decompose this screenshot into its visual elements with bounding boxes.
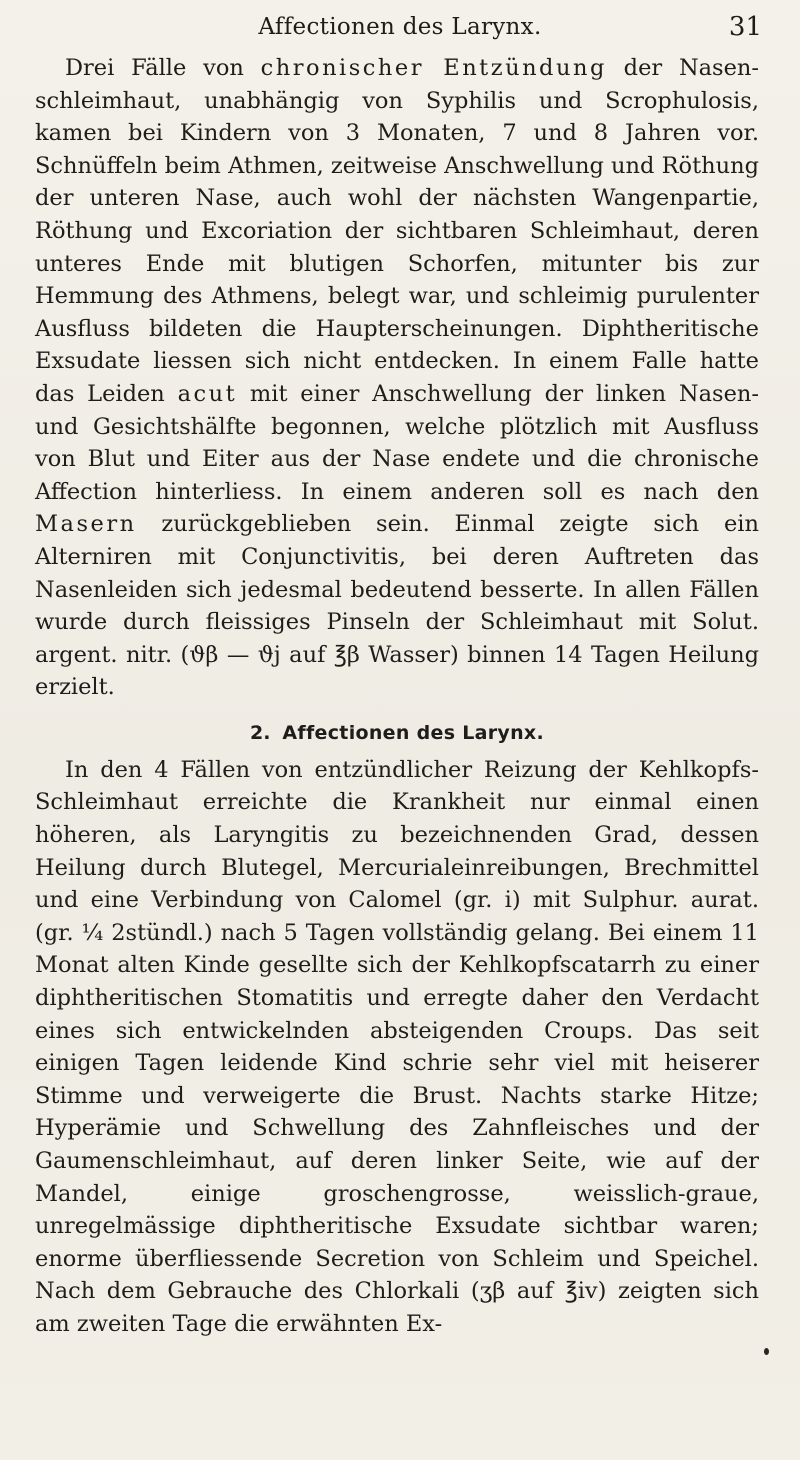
paragraph-nasal-inflammation bbox=[35, 52, 759, 704]
spaced-term-measles: Masern bbox=[35, 511, 137, 538]
spaced-term-acute: acut bbox=[177, 380, 238, 407]
section-number: 2. bbox=[249, 721, 271, 744]
running-head bbox=[0, 10, 800, 50]
paragraph-1-body: der Nasen-schleimhaut, unabhängig von Syphilis und Scrophulosis, kamen bei Kindern von 3 Monaten, 7 und 8 Jahren vor. Schnüffeln beim Athmen, zeitweise Anschwellung und Röthung der unteren Nase, auch wohl der nächsten Wangenpartie, Röthung und Excoriation der sichtbaren Schleimhaut, deren unteres Ende mit blutigen Schorfen, mitunter bis zur Hemmung des Athmens, belegt war, und schleimig purulenter Ausfluss bildeten die Haupterscheinungen. Diphtheritische Exsudate liessen sich nicht entdecken. In einem Falle hatte das Leiden bbox=[35, 55, 759, 407]
body-text bbox=[35, 52, 759, 1341]
ink-speck bbox=[764, 1348, 769, 1355]
paragraph-1-lead: Drei Fälle von bbox=[65, 55, 261, 81]
section-title: Affectionen des Larynx. bbox=[282, 721, 545, 744]
paragraph-1-body-2: mit einer Anschwellung der linken Nasen- und Gesichtshälfte begonnen, welche plötzlich mit Ausfluss von Blut und Eiter aus der Nase endete und die chronische Affection hinterliess. In einem anderen soll es nach den bbox=[35, 380, 759, 505]
page-number: 31 bbox=[728, 12, 762, 42]
section-heading bbox=[35, 719, 759, 747]
paragraph-1-body-3: zurückgeblieben sein. Einmal zeigte sich ein Alterniren mit Conjunctivitis, bei deren Auftreten das Nasenleiden sich jedesmal bedeutend besserte. In allen Fällen wurde durch fleissiges Pinseln der Schleimhaut mit Solut. argent. nitr. (ϑβ — ϑj auf ℥β Wasser) binnen 14 Tagen Heilung erzielt. bbox=[35, 511, 759, 701]
running-title: Affectionen des Larynx. bbox=[258, 14, 542, 40]
spaced-term-chronic-inflammation: chronischer Entzündung bbox=[260, 55, 607, 81]
paragraph-larynx-cases: In den 4 Fällen von entzündlicher Reizung der Kehlkopfs-Schleimhaut erreichte die Krankheit nur einmal einen höheren, als Laryngitis zu bezeichnenden Grad, dessen Heilung durch Blutegel, Mercurialeinreibungen, Brechmittel und eine Verbindung von Calomel (gr. i) mit Sulphur. aurat. (gr. ¼ 2stündl.) nach 5 Tagen vollständig gelang. Bei einem 11 Monat alten Kinde gesellte sich der Kehlkopfscatarrh zu einer diphtheritischen Stomatitis und erregte daher den Verdacht eines sich entwickelnden absteigenden Croups. Das seit einigen Tagen leidende Kind schrie sehr viel mit heiserer Stimme und verweigerte die Brust. Nachts starke Hitze; Hyperämie und Schwellung des Zahnfleisches und der Gaumenschleimhaut, auf deren linker Seite, wie auf der Mandel, einige groschengrosse, weisslich-graue, unregelmässige diphtheritische Exsudate sichtbar waren; enorme überfliessende Secretion von Schleim und Speichel. Nach dem Gebrauche des Chlorkali (ʒβ auf ℥iv) zeigten sich am zweiten Tage die erwähnten Ex- bbox=[35, 756, 760, 1337]
